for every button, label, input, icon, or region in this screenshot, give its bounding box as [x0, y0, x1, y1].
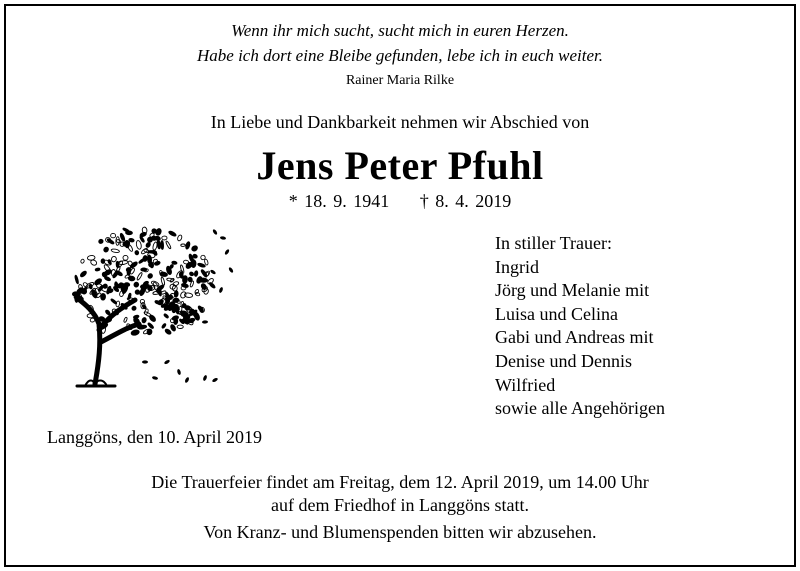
- death-date: † 8. 4. 2019: [419, 191, 512, 211]
- service-line-2: auf dem Friedhof in Langgöns statt.: [271, 495, 529, 515]
- windblown-tree-icon: [55, 212, 235, 392]
- place-and-date: Langgöns, den 10. April 2019: [47, 427, 262, 447]
- rilke-quote: [0, 18, 800, 68]
- deceased-name: Jens Peter Pfuhl: [256, 143, 544, 188]
- quote-line-2: Habe ich dort eine Bleibe gefunden, lebe ich in euch weiter.: [197, 46, 603, 65]
- mourners-list: [495, 232, 665, 421]
- flower-wish: Von Kranz- und Blumenspenden bitten wir abzusehen.: [203, 522, 597, 542]
- mourner-line: Gabi und Andreas mit: [495, 327, 654, 348]
- mourner-line: Wilfried: [495, 374, 556, 395]
- birth-date: * 18. 9. 1941: [288, 191, 390, 211]
- mourner-line: Ingrid: [495, 256, 539, 277]
- service-line-1: Die Trauerfeier findet am Freitag, dem 12. April 2019, um 14.00 Uhr: [151, 472, 649, 492]
- quote-author: Rainer Maria Rilke: [345, 73, 455, 88]
- quote-line-1: Wenn ihr mich sucht, sucht mich in euren Herzen.: [231, 21, 569, 40]
- mourner-line: Jörg und Melanie mit: [495, 280, 650, 301]
- life-dates: [0, 191, 800, 212]
- funeral-service-info: [0, 471, 800, 517]
- mourners-heading: In stiller Trauer:: [495, 233, 612, 253]
- mourner-line: Luisa und Celina: [495, 303, 618, 324]
- mourner-line: Denise und Dennis: [495, 350, 632, 371]
- intro-text: In Liebe und Dankbarkeit nehmen wir Abschied von: [210, 112, 590, 132]
- mourner-line: sowie alle Angehörigen: [495, 398, 665, 419]
